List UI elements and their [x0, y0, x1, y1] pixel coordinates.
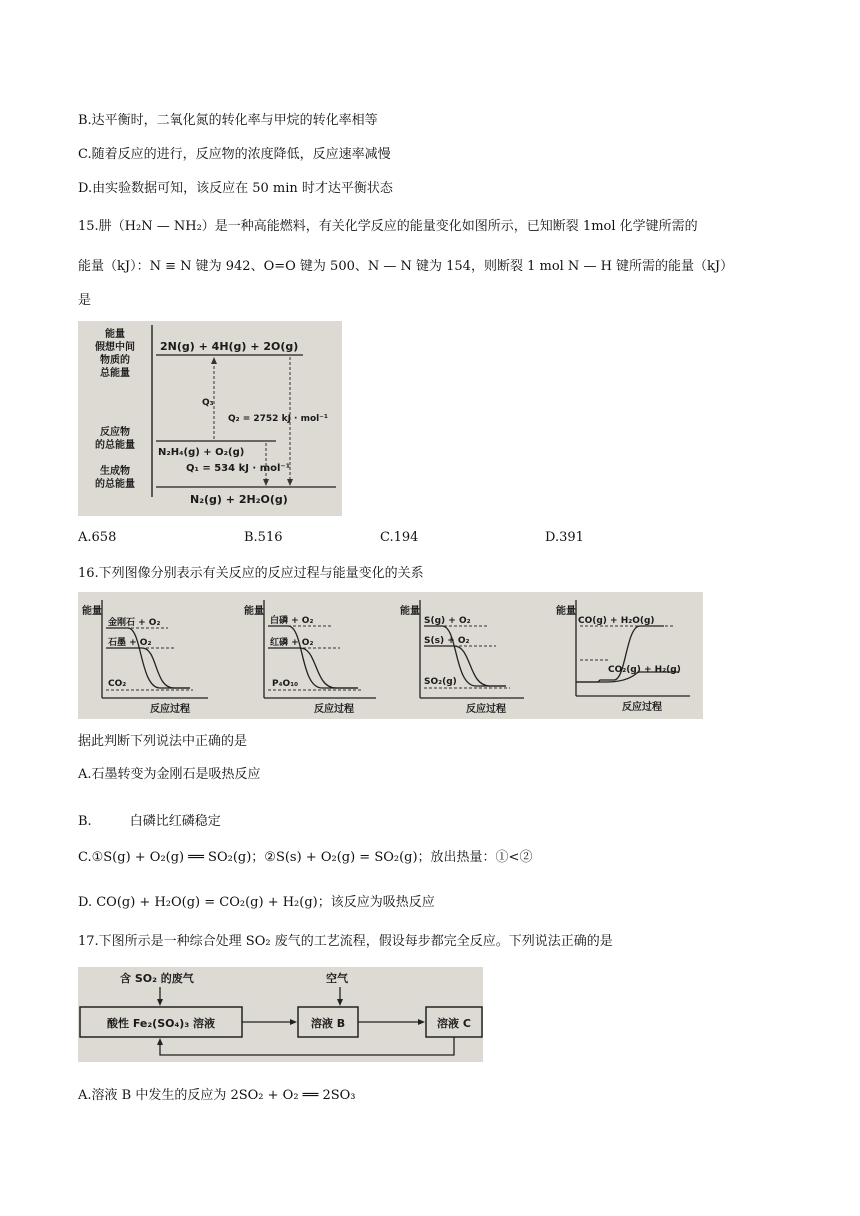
q16-p4-ylabel: 能量	[556, 606, 576, 617]
q16-panel-1	[82, 600, 208, 715]
q17-process-flow	[78, 967, 483, 1062]
q15-reactant-label-1: 反应物	[100, 427, 130, 438]
q16-option-b-label: B.	[78, 814, 92, 829]
q16-option-c: C.①S(g) + O₂(g) ══ SO₂(g)；②S(s) + O₂(g) = SO₂(g)；放出热量：①<②	[78, 850, 533, 865]
q17-waste-gas-label: 含 SO₂ 的废气	[120, 972, 194, 985]
q14-option-b: B.达平衡时，二氧化氮的转化率与甲烷的转化率相等	[78, 113, 378, 128]
q16-option-b	[78, 813, 221, 831]
q17-option-a: A.溶液 B 中发生的反应为 2SO₂ + O₂ ══ 2SO₃	[78, 1088, 356, 1103]
q15-ylabel-1: 能量	[105, 329, 125, 340]
q17-stem: 17.下图所示是一种综合处理 SO₂ 废气的工艺流程，假设每步都完全反应。下列说法正确的是	[78, 934, 613, 949]
q15-stem-line3: 是	[78, 293, 92, 308]
q16-p1-xlabel: 反应过程	[150, 704, 190, 715]
q16-option-a: A.石墨转变为金刚石是吸热反应	[78, 767, 261, 782]
q17-box-fe2so43: 酸性 Fe₂(SO₄)₃ 溶液	[107, 1017, 215, 1030]
q15-option-d: D.391	[545, 530, 584, 545]
q15-option-b: B.516	[244, 530, 283, 545]
q16-p3-level-2: S(s) + O₂	[424, 636, 470, 646]
q16-stem: 16.下列图像分别表示有关反应的反应过程与能量变化的关系	[78, 566, 424, 581]
q16-energy-diagrams	[78, 592, 703, 719]
q16-p4-xlabel: 反应过程	[622, 702, 662, 713]
q16-p3-level-1: S(g) + O₂	[424, 616, 471, 626]
q16-p1-level-2: 石墨 + O₂	[108, 638, 152, 648]
q16-judge: 据此判断下列说法中正确的是	[78, 734, 248, 749]
q16-p4-level-1: CO(g) + H₂O(g)	[578, 616, 655, 626]
q17-box-solution-c: 溶液 C	[437, 1017, 471, 1030]
q15-stem-line1: 15.肼（H₂N — NH₂）是一种高能燃料，有关化学反应的能量变化如图所示，已知断裂 1mol 化学键所需的	[78, 219, 698, 234]
q15-ylabel-4: 总能量	[100, 368, 130, 379]
q17-box-solution-b: 溶液 B	[310, 1017, 346, 1030]
q16-option-d: D. CO(g) + H₂O(g) = CO₂(g) + H₂(g)；该反应为吸热反应	[78, 895, 435, 910]
q15-level-reactant: N₂H₄(g) + O₂(g)	[158, 447, 245, 458]
q14-option-c: C.随着反应的进行，反应物的浓度降低，反应速率减慢	[78, 147, 391, 162]
q16-p2-xlabel: 反应过程	[314, 704, 354, 715]
q15-q2-label: Q₂ = 2752 kJ · mol⁻¹	[228, 414, 328, 424]
q16-p3-ylabel: 能量	[400, 606, 420, 617]
q15-ylabel-3: 物质的	[100, 355, 130, 366]
q16-p2-level-2: 红磷 + O₂	[270, 638, 314, 648]
q15-energy-diagram	[78, 321, 342, 516]
q16-p4-level-2: CO₂(g) + H₂(g)	[608, 665, 681, 675]
q15-option-a: A.658	[78, 530, 117, 545]
q16-p2-ylabel: 能量	[244, 606, 264, 617]
q16-option-b-text: 白磷比红磷稳定	[129, 814, 221, 829]
q15-option-c: C.194	[380, 530, 419, 545]
q15-level-product: N₂(g) + 2H₂O(g)	[190, 493, 288, 506]
q16-panel-3	[400, 600, 524, 715]
q16-p1-ylabel: 能量	[82, 606, 102, 617]
q15-product-label-1: 生成物	[100, 466, 130, 477]
q15-product-label-2: 的总能量	[95, 479, 135, 490]
q15-q1-label: Q₁ = 534 kJ · mol⁻¹	[186, 463, 291, 474]
q15-reactant-label-2: 的总能量	[95, 440, 135, 451]
q16-p1-level-1: 金刚石 + O₂	[108, 618, 161, 628]
q14-option-d: D.由实验数据可知，该反应在 50 min 时才达平衡状态	[78, 181, 393, 196]
q17-air-label: 空气	[326, 972, 348, 985]
q16-p3-xlabel: 反应过程	[466, 704, 506, 715]
q15-level-top: 2N(g) + 4H(g) + 2O(g)	[160, 340, 299, 353]
q15-q3-label: Q₃	[202, 398, 214, 408]
q15-stem-line2: 能量（kJ）：N ≡ N 键为 942、O=O 键为 500、N — N 键为 154，则断裂 1 mol N — H 键所需的能量（kJ）	[78, 259, 734, 274]
q16-p1-level-3: CO₂	[108, 679, 127, 689]
q16-panel-4	[556, 600, 690, 713]
q16-panel-2	[244, 600, 376, 715]
q16-p2-level-3: P₄O₁₀	[272, 679, 299, 689]
q15-ylabel-2: 假想中间	[95, 342, 135, 353]
q16-p2-level-1: 白磷 + O₂	[270, 616, 314, 626]
q16-p3-level-3: SO₂(g)	[424, 677, 457, 687]
